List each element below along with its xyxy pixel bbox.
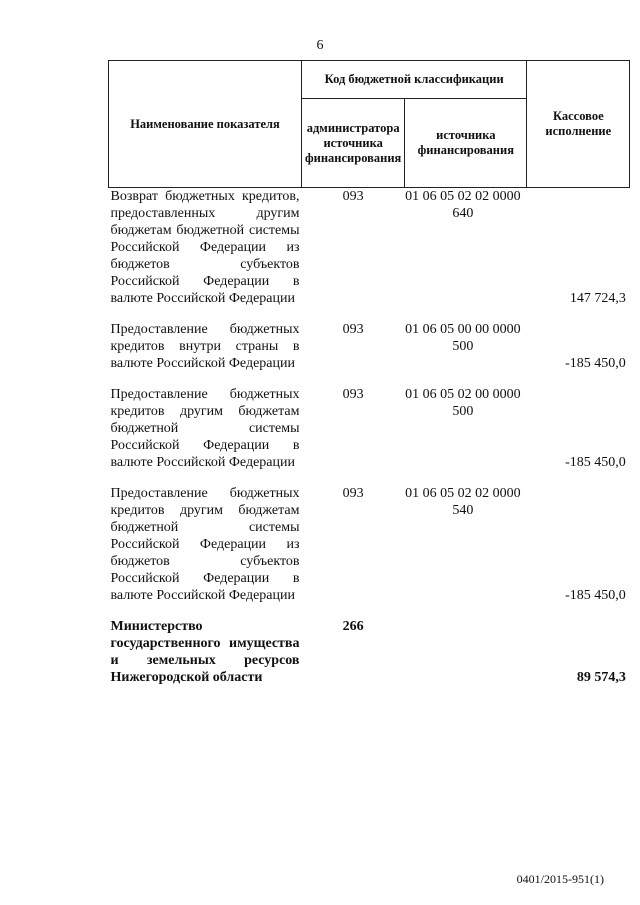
table-header — [109, 61, 630, 188]
budget-table — [108, 60, 630, 686]
row-name: Предоставление бюджетных кредитов другим бюджетам бюджетной системы Российской Федерации в валюте Российской Федерации — [110, 387, 300, 470]
row-amount: -185 450,0 — [565, 356, 626, 371]
row-admin-code: 093 — [342, 322, 364, 337]
row-name: Возврат бюджетных кредитов, предоставленных другим бюджетам бюджетной системы Российской Федерации из бюджетов субъектов Российской Федерации в валюте Российской Федерации — [110, 189, 300, 306]
header-source-code: источника финансирования — [405, 99, 527, 188]
row-source-code: 01 06 05 00 00 0000 500 — [405, 322, 521, 354]
document-code: 0401/2015-951(1) — [516, 872, 604, 886]
row-admin-code: 093 — [342, 387, 364, 402]
row-amount: -185 450,0 — [565, 588, 626, 603]
row-name: Предоставление бюджетных кредитов другим бюджетам бюджетной системы Российской Федерации из бюджетов субъектов Российской Федерации в валюте Российской Федерации — [110, 486, 300, 603]
table-row — [109, 618, 630, 686]
table-row — [109, 188, 630, 322]
row-admin-code: 093 — [342, 486, 364, 501]
row-amount: 147 724,3 — [569, 291, 626, 306]
row-name: Предоставление бюджетных кредитов внутри страны в валюте Российской Федерации — [110, 322, 300, 371]
row-amount: -185 450,0 — [565, 455, 626, 470]
header-budget-code: Код бюджетной классификации — [302, 61, 527, 99]
header-admin-code: администратора источника финансирования — [302, 99, 405, 188]
table-row — [109, 321, 630, 386]
table-row — [109, 386, 630, 485]
row-admin-code: 093 — [342, 189, 364, 204]
row-source-code: 01 06 05 02 02 0000 540 — [405, 486, 521, 518]
row-source-code: 01 06 05 02 02 0000 640 — [405, 189, 521, 221]
row-admin-code: 266 — [342, 619, 364, 634]
row-amount: 89 574,3 — [576, 670, 626, 685]
row-source-code — [405, 618, 527, 686]
header-cash-execution: Кассовое исполнение — [527, 61, 630, 188]
table-row — [109, 485, 630, 618]
row-source-code: 01 06 05 02 00 0000 500 — [405, 387, 521, 419]
page-number: 6 — [316, 38, 324, 53]
header-indicator-name: Наименование показателя — [109, 61, 302, 188]
row-name: Министерство государственного имущества и земельных ресурсов Нижегородской области — [110, 619, 300, 685]
